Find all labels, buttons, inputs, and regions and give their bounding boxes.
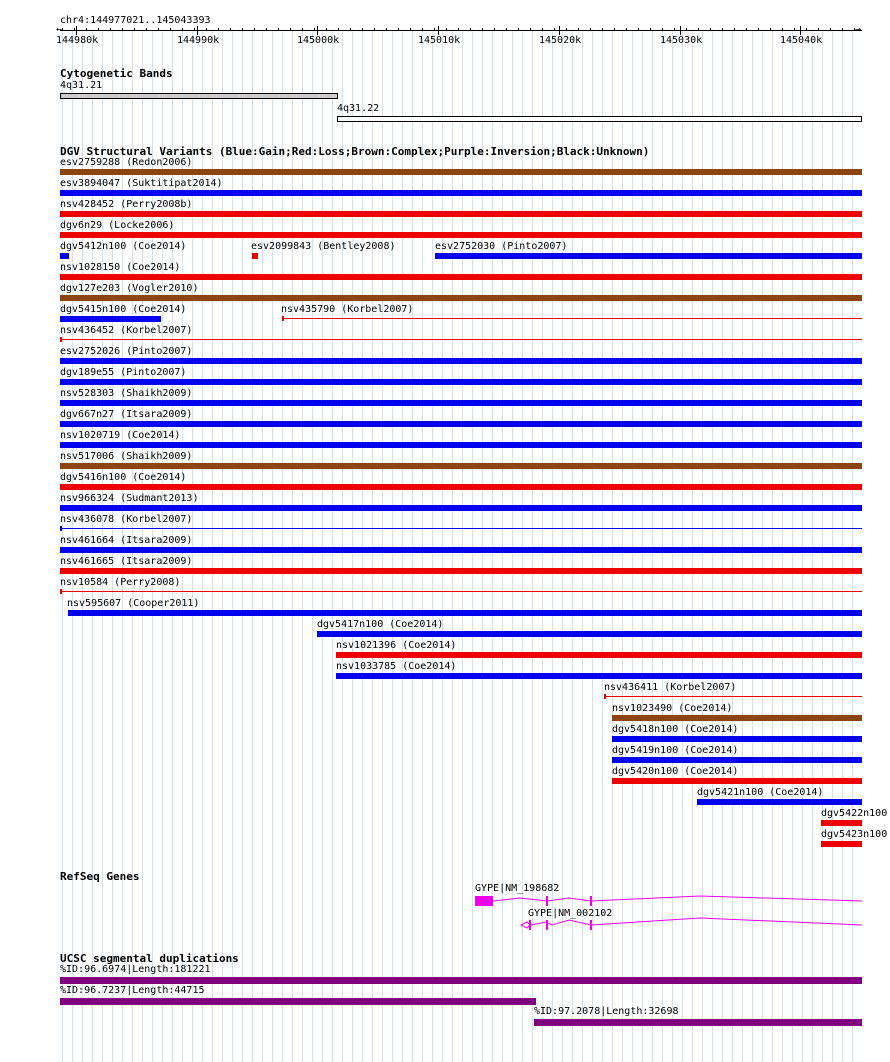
ruler-tick-label: 145000k	[297, 35, 340, 46]
variant-label[interactable]: dgv127e203 (Vogler2010)	[60, 283, 199, 294]
variant-label[interactable]: dgv667n27 (Itsara2009)	[60, 409, 193, 420]
variant-label[interactable]: dgv5420n100 (Coe2014)	[612, 766, 739, 777]
variant-label[interactable]: nsv1021396 (Coe2014)	[336, 640, 457, 651]
variant-label[interactable]: nsv1033785 (Coe2014)	[336, 661, 457, 672]
variant-label[interactable]: esv2752030 (Pinto2007)	[435, 241, 568, 252]
gene-model-nm-002102[interactable]	[521, 918, 862, 930]
gene-label[interactable]: GYPE|NM_002102	[528, 908, 613, 919]
ruler-right-arrow: →	[855, 24, 862, 35]
variant-label[interactable]: dgv5415n100 (Coe2014)	[60, 304, 187, 315]
variant-label[interactable]: dgv5421n100 (Coe2014)	[697, 787, 824, 798]
gene-model-nm-198682[interactable]	[475, 896, 862, 906]
variant-label[interactable]: nsv436411 (Korbel2007)	[604, 682, 737, 693]
dgv-track-title: DGV Structural Variants (Blue:Gain;Red:Loss;Brown:Complex;Purple:Inversion;Black:Unknown)	[60, 145, 650, 158]
variant-label[interactable]: nsv436452 (Korbel2007)	[60, 325, 193, 336]
variant-label[interactable]: esv2099843 (Bentley2008)	[251, 241, 396, 252]
variant-label[interactable]: nsv966324 (Sudmant2013)	[60, 493, 199, 504]
segdup-label[interactable]: %ID:97.2078|Length:32698	[534, 1006, 679, 1017]
variant-label[interactable]: nsv436078 (Korbel2007)	[60, 514, 193, 525]
variant-label[interactable]: nsv435790 (Korbel2007)	[281, 304, 414, 315]
ruler-tick-label: 144990k	[177, 35, 220, 46]
segdup-label[interactable]: %ID:96.7237|Length:44715	[60, 985, 205, 996]
cytoband-label[interactable]: 4q31.22	[337, 103, 380, 114]
variant-label[interactable]: nsv1023490 (Coe2014)	[612, 703, 733, 714]
variant-label[interactable]: dgv5423n100	[821, 829, 888, 840]
variant-label[interactable]: nsv517006 (Shaikh2009)	[60, 451, 193, 462]
ruler-tick-label: 145020k	[539, 35, 582, 46]
segdup-0[interactable]	[60, 977, 862, 984]
gene-label[interactable]: GYPE|NM_198682	[475, 883, 560, 894]
variant-label[interactable]: dgv189e55 (Pinto2007)	[60, 367, 187, 378]
variant-label[interactable]: nsv595607 (Cooper2011)	[67, 598, 200, 609]
ruler-left-arrow: ←	[56, 24, 63, 35]
segdup-track-title: UCSC segmental duplications	[60, 952, 239, 965]
variant-label[interactable]: esv3894047 (Suktitipat2014)	[60, 178, 223, 189]
variant-label[interactable]: dgv6n29 (Locke2006)	[60, 220, 175, 231]
segdup-1[interactable]	[60, 998, 536, 1005]
variant-label[interactable]: nsv1028150 (Coe2014)	[60, 262, 181, 273]
refseq-track-title: RefSeq Genes	[60, 870, 140, 883]
variant-label[interactable]: dgv5418n100 (Coe2014)	[612, 724, 739, 735]
variant-label[interactable]: nsv10584 (Perry2008)	[60, 577, 181, 588]
variant-label[interactable]: nsv461664 (Itsara2009)	[60, 535, 193, 546]
variant-label[interactable]: dgv5416n100 (Coe2014)	[60, 472, 187, 483]
variant-label[interactable]: nsv461665 (Itsara2009)	[60, 556, 193, 567]
variant-label[interactable]: dgv5422n100	[821, 808, 888, 819]
variant-label[interactable]: nsv528303 (Shaikh2009)	[60, 388, 193, 399]
cytoband-track-title: Cytogenetic Bands	[60, 67, 173, 80]
variant-label[interactable]: dgv5419n100 (Coe2014)	[612, 745, 739, 756]
ruler-tick-label: 145010k	[418, 35, 461, 46]
variant-label[interactable]: dgv5412n100 (Coe2014)	[60, 241, 187, 252]
variant-label[interactable]: dgv5417n100 (Coe2014)	[317, 619, 444, 630]
locus-label: chr4:144977021..145043393	[60, 15, 211, 26]
cytoband-label[interactable]: 4q31.21	[60, 80, 103, 91]
segdup-label[interactable]: %ID:96.6974|Length:181221	[60, 964, 211, 975]
ruler-tick-label: 145030k	[660, 35, 703, 46]
ruler-tick-label: 145040k	[780, 35, 823, 46]
ruler-tick-label: 144980k	[56, 35, 99, 46]
variant-label[interactable]: esv2759288 (Redon2006)	[60, 157, 193, 168]
segdup-2[interactable]	[534, 1019, 862, 1026]
variant-label[interactable]: esv2752026 (Pinto2007)	[60, 346, 193, 357]
variant-label[interactable]: nsv428452 (Perry2008b)	[60, 199, 193, 210]
variant-label[interactable]: nsv1020719 (Coe2014)	[60, 430, 181, 441]
